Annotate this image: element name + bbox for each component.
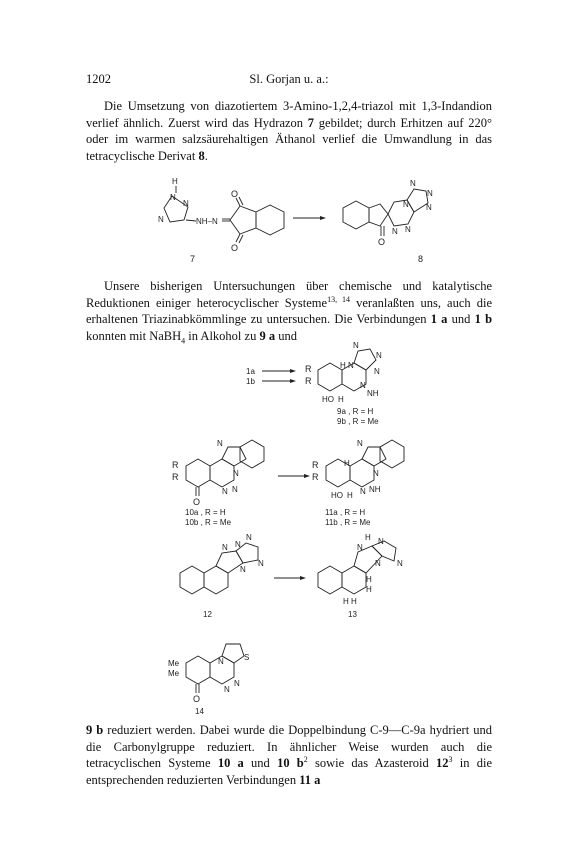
compound-label: 11a , R = H (325, 508, 366, 517)
triazine-ring (216, 551, 243, 573)
structure-9 (305, 341, 382, 426)
atom-label: O (231, 243, 239, 253)
atom-label: H (366, 575, 372, 584)
compound-label: 13 (348, 610, 357, 619)
atom-label: N (348, 361, 354, 370)
benzene-ring (180, 566, 204, 594)
atom-label: R (312, 460, 319, 470)
benzene-ring (318, 566, 342, 594)
atom-label: N (233, 469, 239, 478)
text: gebildet; durch Erhitzen auf 220° oder im warmen salzsäurehaltigen Äthanol verlief die Umwandlung in das tetracyclische Derivat (86, 115, 492, 163)
atom-label: N (240, 565, 246, 574)
atom-label: N (375, 559, 381, 568)
atom-label: N (353, 341, 359, 350)
atom-label: N (224, 685, 230, 694)
triazine-ring (210, 459, 234, 487)
text: und (243, 756, 278, 770)
compound-label: 10a , R = H (185, 508, 226, 517)
atom-label: Me (168, 659, 180, 668)
atom-label: N (405, 225, 411, 234)
atom-label: H (365, 533, 371, 542)
atom-label: N (426, 203, 432, 212)
atom-label: R (172, 460, 179, 470)
atom-label: Me (168, 669, 180, 678)
compound-ref: 10 b (277, 756, 304, 770)
compound-ref: 12 (436, 756, 449, 770)
compound-ref: 8 (198, 148, 205, 163)
atom-label: N (235, 540, 241, 549)
citation: 13, 14 (327, 294, 351, 304)
compound-label: 8 (418, 254, 424, 264)
compound-label: 14 (195, 707, 204, 716)
text: und (275, 328, 297, 343)
triazole-ring (372, 541, 396, 561)
atom-label: N (392, 227, 398, 236)
text: . (204, 148, 208, 163)
ring-b (204, 566, 228, 594)
atom-label: N (222, 543, 228, 552)
compound-label: 10b , R = Me (185, 518, 232, 527)
subscript: 4 (181, 336, 186, 345)
atom-label: N (158, 215, 164, 224)
atom-label: O (378, 237, 386, 247)
atom-label: R (305, 376, 312, 386)
atom-label: N (217, 439, 223, 448)
atom-label: R (305, 364, 312, 374)
atom-label: N (374, 367, 380, 376)
atom-label: N (183, 199, 189, 208)
text: konnten mit NaBH (86, 328, 182, 343)
structure-11 (312, 439, 404, 527)
atom-label: O (193, 497, 201, 507)
reagent-label: 1a (246, 367, 255, 376)
atom-label: O (231, 189, 239, 199)
atom-label: NH (369, 485, 381, 494)
text: Die Umsetzung von diazotiertem 3-Amino-1,2,4-triazol mit 1,3-Indandion verlief ähnlich. Zuerst wird das Hydrazon (86, 99, 492, 130)
atom-label: H (172, 177, 178, 186)
atom-label: N (234, 679, 240, 688)
compound-label: 7 (190, 254, 196, 264)
atom-label: N (410, 179, 416, 188)
atom-label: S (244, 653, 250, 662)
compound-ref: 9 a (259, 328, 276, 343)
atom-label: N (427, 189, 433, 198)
ring-b (342, 566, 366, 594)
text: in die entsprechenden reduzierten Verbindungen (86, 756, 493, 787)
citation: 2 (303, 754, 308, 764)
compound-ref: 10 a (217, 756, 244, 770)
reagent-label: 1b (246, 377, 255, 386)
cyclohexanone-ring (186, 656, 210, 684)
atom-label: R (312, 472, 319, 482)
text: und (447, 312, 475, 326)
five-ring (222, 447, 246, 466)
atom-label: HO (322, 395, 334, 404)
atom-label: NH (367, 389, 379, 398)
atom-label: N (397, 559, 403, 568)
compound-label: 11b , R = Me (325, 518, 371, 527)
structure-14 (168, 644, 249, 716)
text: Unsere bisherigen Untersuchungen über chemische und katalytische Reduktionen einiger heterocyclischer Systeme (86, 279, 492, 310)
atom-label: N (360, 381, 366, 390)
cyclohexanone-ring (186, 459, 210, 487)
compound-label: 9b , R = Me (337, 417, 379, 426)
atom-label: HO (331, 491, 343, 500)
atom-label: N (357, 439, 363, 448)
atom-label: N (232, 485, 238, 494)
compound-ref: 11 a (299, 772, 321, 787)
cyclohexane-ring (318, 363, 342, 391)
atom-label: N (403, 200, 409, 209)
structure-12 (180, 533, 264, 619)
citation: 3 (448, 754, 453, 764)
atom-label: N (170, 193, 176, 202)
atom-label: H (344, 459, 350, 468)
triazole-ring (354, 349, 376, 370)
compound-ref: 7 (307, 115, 315, 130)
atom-label: O (193, 694, 201, 704)
compound-ref: 9 b (86, 723, 104, 737)
text: reduziert werden. Dabei wurde die Doppelbindung C-9—C-9a hydriert und die Carbonylgruppe reduziert. In ähnlicher Weise wurden auch die tetracyclischen Systeme (86, 723, 492, 770)
text: in Alkohol zu (185, 328, 260, 343)
triazine-ring (350, 459, 374, 487)
atom-label: R (172, 472, 179, 482)
compound-label: 12 (203, 610, 212, 619)
running-head: Sl. Gorjan u. a.: (249, 72, 329, 86)
structure-13 (318, 533, 403, 619)
structure-10 (172, 439, 264, 527)
atom-label: N (258, 559, 264, 568)
atom-label: N (218, 657, 224, 666)
atom-label: H H (343, 597, 357, 606)
atom-label: H (347, 491, 353, 500)
atom-label: N (246, 533, 252, 542)
compound-ref: 1 b (474, 312, 493, 326)
text: sowie das Azasteroid (307, 756, 437, 770)
atom-label: H (338, 395, 344, 404)
atom-label: H (340, 361, 346, 370)
thiazole-ring (222, 644, 244, 663)
atom-label: N (222, 487, 228, 496)
atom-label: N (373, 469, 379, 478)
atom-label: N (357, 543, 363, 552)
atom-label: N (360, 487, 366, 496)
text: veranlaßten uns, auch die erhaltenen Triazinabkömmlinge zu untersuchen. Die Verbindungen (86, 295, 492, 326)
compound-ref: 1 a (430, 312, 448, 326)
atom-label: N (376, 351, 382, 360)
page-number: 1202 (86, 72, 111, 86)
atom-label: NH–N (196, 217, 218, 226)
atom-label: N (378, 537, 384, 546)
compound-label: 9a , R = H (337, 407, 374, 416)
atom-label: H (366, 585, 372, 594)
five-ring (362, 447, 386, 466)
